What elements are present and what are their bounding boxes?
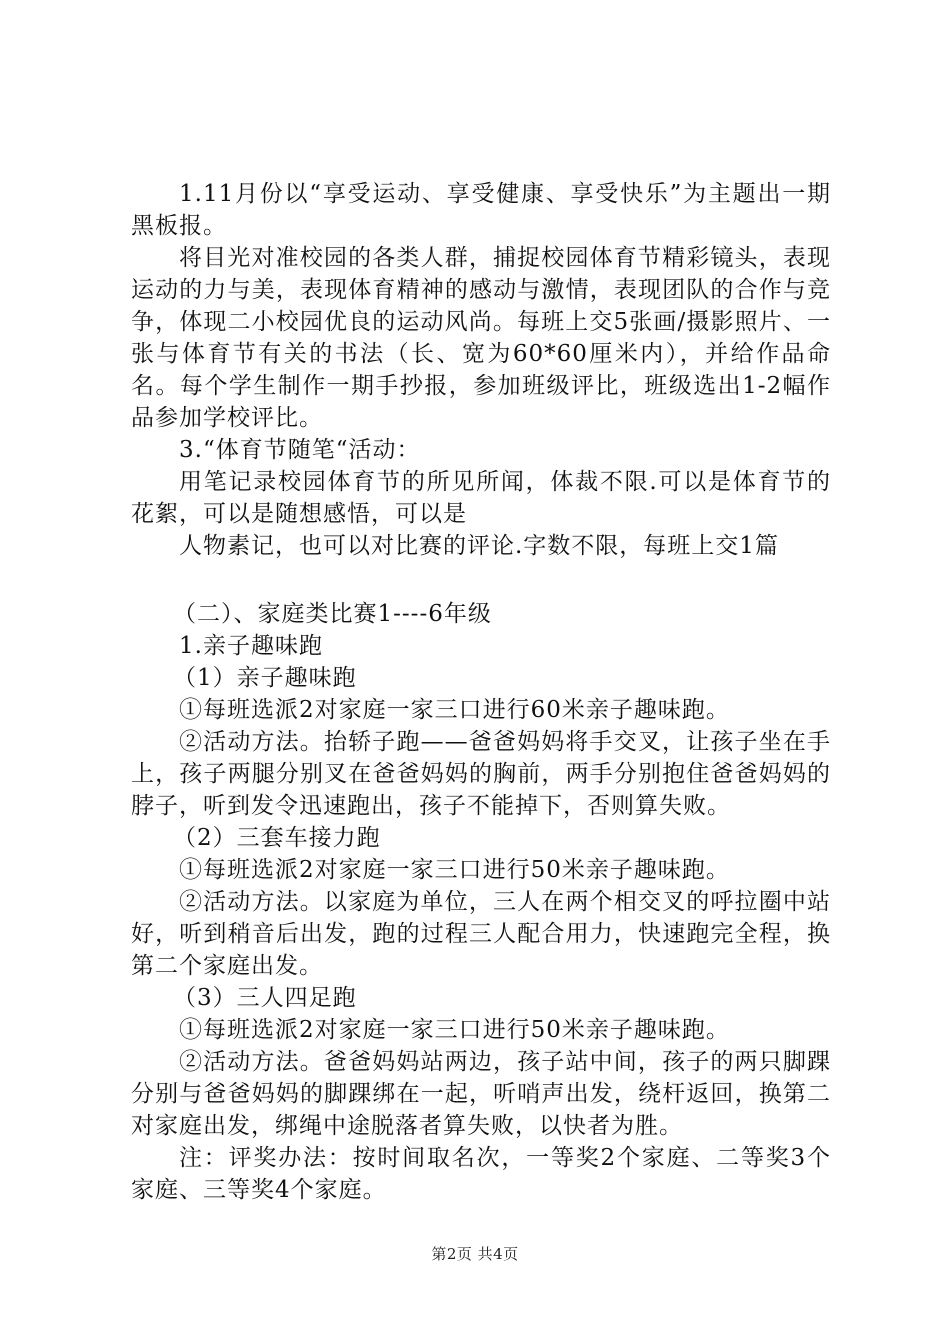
paragraph-essay-continued: 人物素记，也可以对比赛的评论.字数不限，每班上交1篇 xyxy=(179,533,779,559)
paragraph-blackboard: 1.11月份以“享受运动、享受健康、享受快乐”为主题出一期黑板报。 xyxy=(131,181,831,239)
paragraph-photography: 将目光对准校园的各类人群，捕捉校园体育节精彩镜头，表现运动的力与美，表现体育精神的感动与激情，表现团队的合作与竞争，体现二小校园优良的运动风尚。每班上交5张画/摄影照片、一张与体育节有关的书法（长、宽为60*60厘米内），并给作品命名。每个学生制作一期手抄报，参加班级评比，班级选出1-2幅作品参加学校评比。 xyxy=(131,245,831,431)
award-note: 注：评奖办法：按时间取名次，一等奖2个家庭、二等奖3个家庭、三等奖4个家庭。 xyxy=(131,1145,831,1203)
item-1-method: ②活动方法。抬轿子跑——爸爸妈妈将手交叉，让孩子坐在手上，孩子两腿分别叉在爸爸妈妈的胸前，两手分别抱住爸爸妈妈的脖子，听到发令迅速跑出，孩子不能掉下，否则算失败。 xyxy=(131,729,831,819)
paragraph-essay-heading: 3.“体育节随笔“活动： xyxy=(179,437,421,463)
subsection-heading-parent-child-run: 1.亲子趣味跑 xyxy=(179,633,323,659)
section-heading-family: （二）、家庭类比赛1----6年级 xyxy=(173,601,492,627)
page-number-footer: 第2页 共4页 xyxy=(431,1245,519,1263)
item-3-rule: ①每班选派2对家庭一家三口进行50米亲子趣味跑。 xyxy=(179,1017,730,1043)
item-heading-3: （3）三人四足跑 xyxy=(173,985,357,1011)
item-2-rule: ①每班选派2对家庭一家三口进行50米亲子趣味跑。 xyxy=(179,857,730,883)
item-1-rule: ①每班选派2对家庭一家三口进行60米亲子趣味跑。 xyxy=(179,697,730,723)
paragraph-essay-body: 用笔记录校园体育节的所见所闻，体裁不限.可以是体育节的花絮，可以是随想感悟，可以是 xyxy=(131,469,831,527)
document-body xyxy=(131,178,831,1206)
item-2-method: ②活动方法。以家庭为单位，三人在两个相交叉的呼拉圈中站好，听到稍音后出发，跑的过程三人配合用力，快速跑完全程，换第二个家庭出发。 xyxy=(131,889,831,979)
item-3-method: ②活动方法。爸爸妈妈站两边，孩子站中间，孩子的两只脚踝分别与爸爸妈妈的脚踝绑在一起，听哨声出发，绕杆返回，换第二对家庭出发，绑绳中途脱落者算失败，以快者为胜。 xyxy=(131,1049,831,1139)
item-heading-2: （2）三套车接力跑 xyxy=(173,825,381,851)
item-heading-1: （1）亲子趣味跑 xyxy=(173,665,357,691)
paragraph-gap xyxy=(131,562,831,598)
